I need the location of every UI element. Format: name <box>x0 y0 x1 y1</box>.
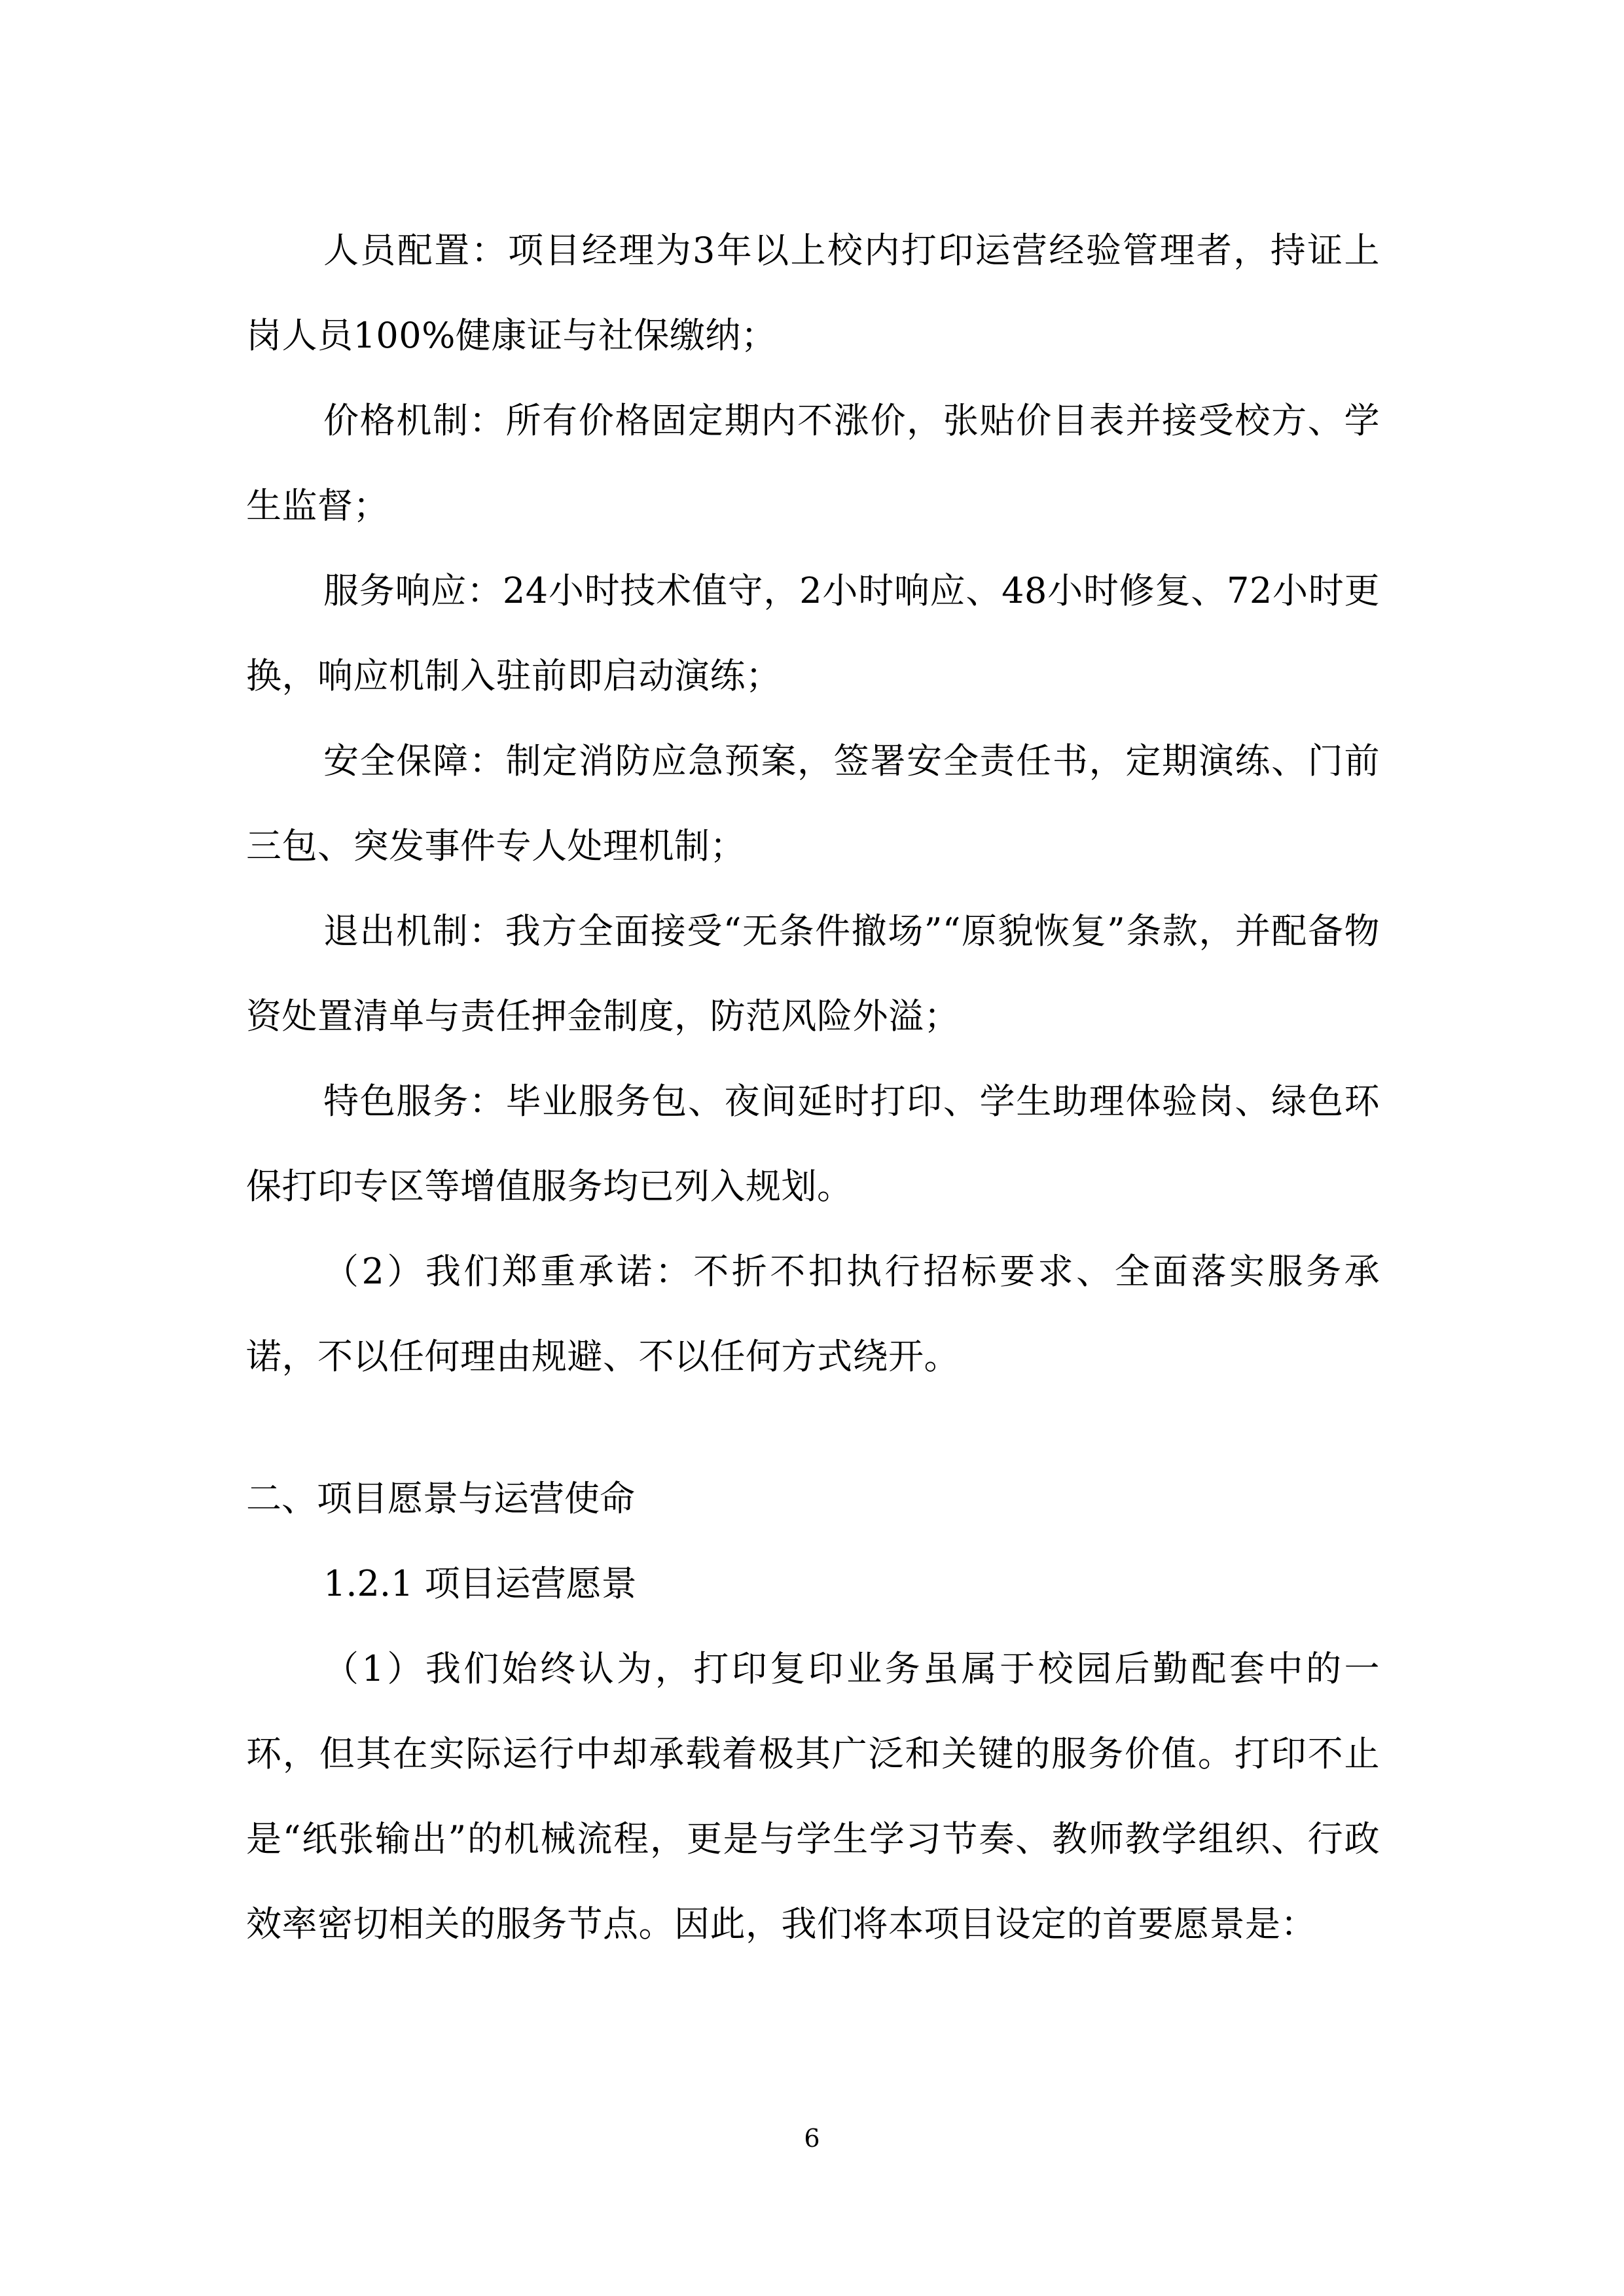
paragraph-safety: 安全保障：制定消防应急预案，签署安全责任书，定期演练、门前三包、突发事件专人处理机制； <box>246 740 1380 867</box>
paragraph-vision: （1）我们始终认为，打印复印业务虽属于校园后勤配套中的一环，但其在实际运行中却承载着极其广泛和关键的服务价值。打印不止是“纸张输出”的机械流程，更是与学生学习节奏、教师教学组织、行政效率密切相关的服务节点。因此，我们将本项目设定的首要愿景是： <box>246 1648 1380 1945</box>
page-number: 6 <box>804 2124 820 2153</box>
subsection-heading: 1.2.1 项目运营愿景 <box>323 1563 637 1604</box>
paragraph-exit-mechanism: 退出机制：我方全面接受“无条件撤场”“原貌恢复”条款，并配备物资处置清单与责任押金制度，防范风险外溢； <box>246 910 1380 1037</box>
section-heading: 二、项目愿景与运营使命 <box>246 1478 635 1519</box>
paragraph-service-response: 服务响应：24小时技术值守，2小时响应、48小时修复、72小时更换，响应机制入驻前即启动演练； <box>246 570 1380 696</box>
paragraph-featured-services: 特色服务：毕业服务包、夜间延时打印、学生助理体验岗、绿色环保打印专区等增值服务均已列入规划。 <box>246 1081 1380 1207</box>
paragraph-commitment: （2）我们郑重承诺：不折不扣执行招标要求、全面落实服务承诺，不以任何理由规避、不以任何方式绕开。 <box>246 1251 1380 1377</box>
paragraph-pricing: 价格机制：所有价格固定期内不涨价，张贴价目表并接受校方、学生监督； <box>246 400 1380 526</box>
paragraph-staffing: 人员配置：项目经理为3年以上校内打印运营经验管理者，持证上岗人员100%健康证与社保缴纳； <box>246 230 1380 356</box>
